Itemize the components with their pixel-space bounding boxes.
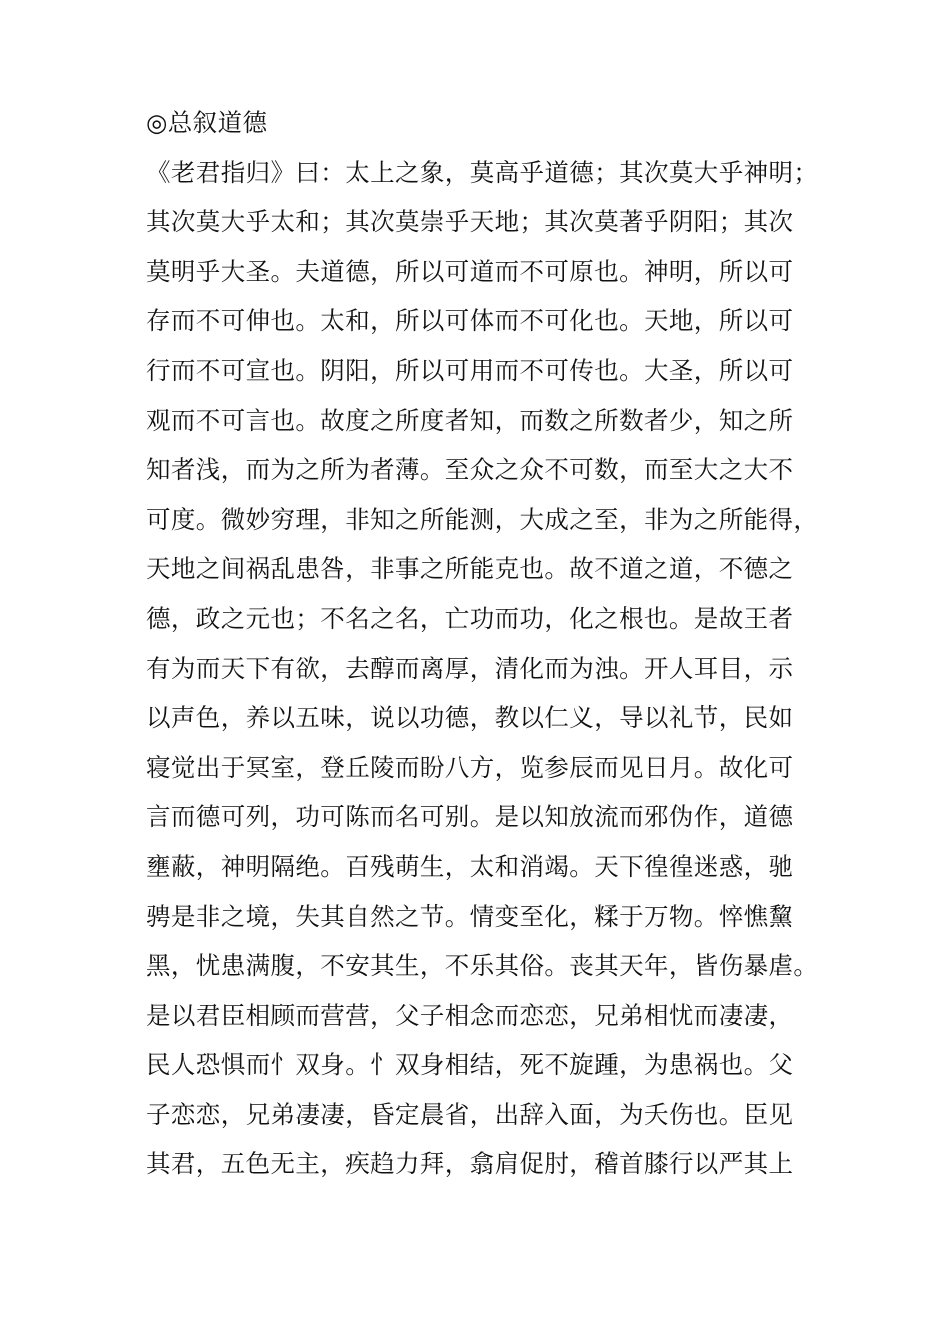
document-body xyxy=(146,98,866,1189)
text-line: 民人恐惧而忄双身。忄双身相结，死不旋踵，为患祸也。父 xyxy=(146,1050,794,1080)
text-line: 是以君臣相顾而营营，父子相念而恋恋，兄弟相忧而凄凄， xyxy=(146,1000,794,1030)
text-line: 黑，忧患满腹，不安其生，不乐其俗。丧其天年，皆伤暴虐。 xyxy=(146,951,819,981)
text-line: 寝觉出于冥室，登丘陵而盼八方，览参辰而见日月。故化可 xyxy=(146,752,794,782)
text-line: 莫明乎大圣。夫道德，所以可道而不可原也。神明，所以可 xyxy=(146,256,794,286)
text-line: 天地之间祸乱患咎，非事之所能克也。故不道之道，不德之 xyxy=(146,554,794,584)
text-line: 其次莫大乎太和；其次莫崇乎天地；其次莫著乎阴阳；其次 xyxy=(146,207,794,237)
text-line: 知者浅，而为之所为者薄。至众之众不可数，而至大之大不 xyxy=(146,455,794,485)
text-line: 言而德可列，功可陈而名可别。是以知放流而邪伪作，道德 xyxy=(146,802,794,832)
text-line: 德，政之元也；不名之名，亡功而功，化之根也。是故王者 xyxy=(146,603,794,633)
text-line: 壅蔽，神明隔绝。百残萌生，太和消竭。天下徨徨迷惑，驰 xyxy=(146,851,794,881)
text-line: 子恋恋，兄弟凄凄，昏定晨省，出辞入面，为夭伤也。臣见 xyxy=(146,1099,794,1129)
text-line: 有为而天下有欲，去醇而离厚，清化而为浊。开人耳目，示 xyxy=(146,653,794,683)
text-line: 观而不可言也。故度之所度者知，而数之所数者少，知之所 xyxy=(146,405,794,435)
text-line: 《老君指归》曰：太上之象，莫高乎道德；其次莫大乎神明； xyxy=(146,157,819,187)
text-line: 以声色，养以五味，说以功德，教以仁义，导以礼节，民如 xyxy=(146,703,794,733)
text-line: 行而不可宣也。阴阳，所以可用而不可传也。大圣，所以可 xyxy=(146,355,794,385)
text-line: 其君，五色无主，疾趋力拜，翕肩促肘，稽首膝行以严其上 xyxy=(146,1149,794,1179)
section-heading: ◎总叙道德 xyxy=(146,108,268,137)
text-line: 存而不可伸也。太和，所以可体而不可化也。天地，所以可 xyxy=(146,306,794,336)
text-line: 骋是非之境，失其自然之节。情变至化，糅于万物。悴憔黧 xyxy=(146,901,794,931)
text-line: 可度。微妙穷理，非知之所能测，大成之至，非为之所能得， xyxy=(146,504,819,534)
